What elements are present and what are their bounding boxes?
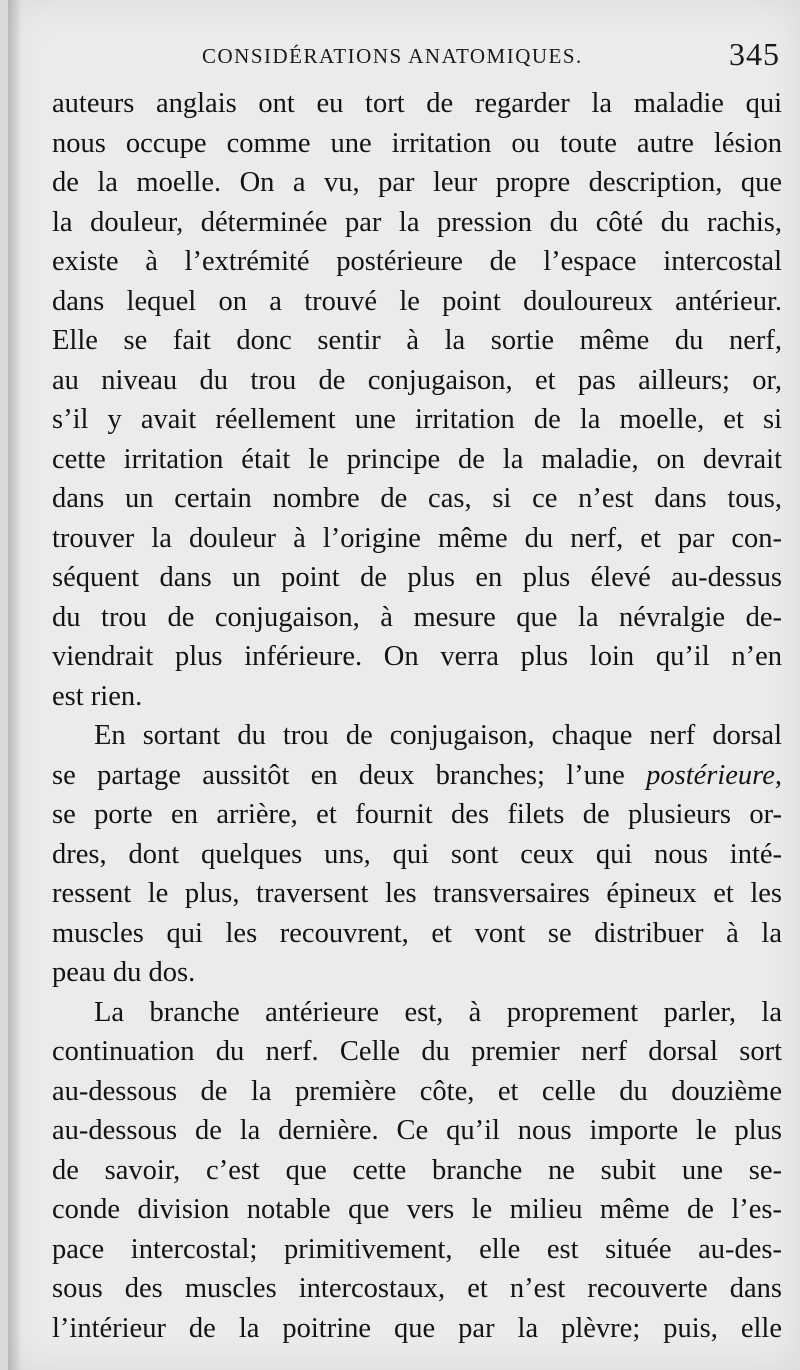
text-line: de savoir, c’est que cette branche ne subit une se- bbox=[52, 1154, 782, 1186]
text-line: est rien. bbox=[52, 680, 143, 712]
text-line: au-dessous de la première côte, et celle du douzième bbox=[52, 1075, 782, 1107]
text-line: séquent dans un point de plus en plus élevé au-dessus bbox=[52, 562, 782, 593]
text-line: la douleur, déterminée par la pression du côté du rachis, bbox=[52, 206, 782, 238]
text-line: pace intercostal; primitivement, elle est située au-des- bbox=[52, 1233, 782, 1265]
running-title: CONSIDÉRATIONS ANATOMIQUES. bbox=[202, 44, 583, 68]
book-page bbox=[8, 0, 800, 1370]
text-line: ressent le plus, traversent les transversaires épineux et les bbox=[52, 878, 782, 909]
text-line: Elle se fait donc sentir à la sortie même du nerf, bbox=[52, 325, 782, 356]
text-line: au niveau du trou de conjugaison, et pas ailleurs; or, bbox=[52, 364, 782, 396]
text-line: peau du dos. bbox=[52, 957, 196, 988]
text-line: du trou de conjugaison, à mesure que la névralgie de- bbox=[52, 601, 782, 633]
text-line: dres, dont quelques uns, qui sont ceux qui nous inté- bbox=[52, 838, 782, 870]
text-line: viendrait plus inférieure. On verra plus loin qu’il n’en bbox=[52, 641, 782, 672]
text-line: sous des muscles intercostaux, et n’est recouverte dans bbox=[52, 1273, 782, 1304]
text-line: existe à l’extrémité postérieure de l’espace intercostal bbox=[52, 246, 782, 277]
text-line: continuation du nerf. Celle du premier nerf dorsal sort bbox=[52, 1036, 782, 1067]
text-line: En sortant du trou de conjugaison, chaque nerf dorsal bbox=[94, 720, 782, 751]
text-line: au-dessous de la dernière. Ce qu’il nous importe le plus bbox=[52, 1115, 782, 1146]
text-line: s’il y avait réellement une irritation de la moelle, et si bbox=[52, 404, 782, 435]
text-line: l’intérieur de la poitrine que par la plèvre; puis, elle bbox=[52, 1312, 782, 1344]
text-line: dans lequel on a trouvé le point douloureux antérieur. bbox=[52, 285, 782, 317]
text-line: dans un certain nombre de cas, si ce n’est dans tous, bbox=[52, 483, 782, 514]
text-line: se porte en arrière, et fournit des filets de plusieurs or- bbox=[52, 799, 782, 830]
text-line: de la moelle. On a vu, par leur propre description, que bbox=[52, 167, 782, 198]
text-line-with-italic bbox=[52, 756, 782, 796]
text-line: auteurs anglais ont eu tort de regarder la maladie qui bbox=[52, 88, 782, 119]
text-line: cette irritation était le principe de la maladie, on devrait bbox=[52, 443, 782, 475]
page-number: 345 bbox=[729, 36, 780, 72]
page-header bbox=[52, 38, 780, 82]
body-text bbox=[52, 84, 782, 1348]
italic-term: postérieure, bbox=[646, 759, 782, 791]
text-line: trouver la douleur à l’origine même du nerf, et par con- bbox=[52, 522, 782, 554]
text-segment: se partage aussitôt en deux branches; l’une bbox=[52, 759, 625, 791]
text-line: nous occupe comme une irritation ou toute autre lésion bbox=[52, 127, 782, 159]
text-line: La branche antérieure est, à proprement parler, la bbox=[94, 996, 782, 1028]
text-line: conde division notable que vers le milieu même de l’es- bbox=[52, 1194, 782, 1225]
text-line: muscles qui les recouvrent, et vont se distribuer à la bbox=[52, 917, 782, 949]
